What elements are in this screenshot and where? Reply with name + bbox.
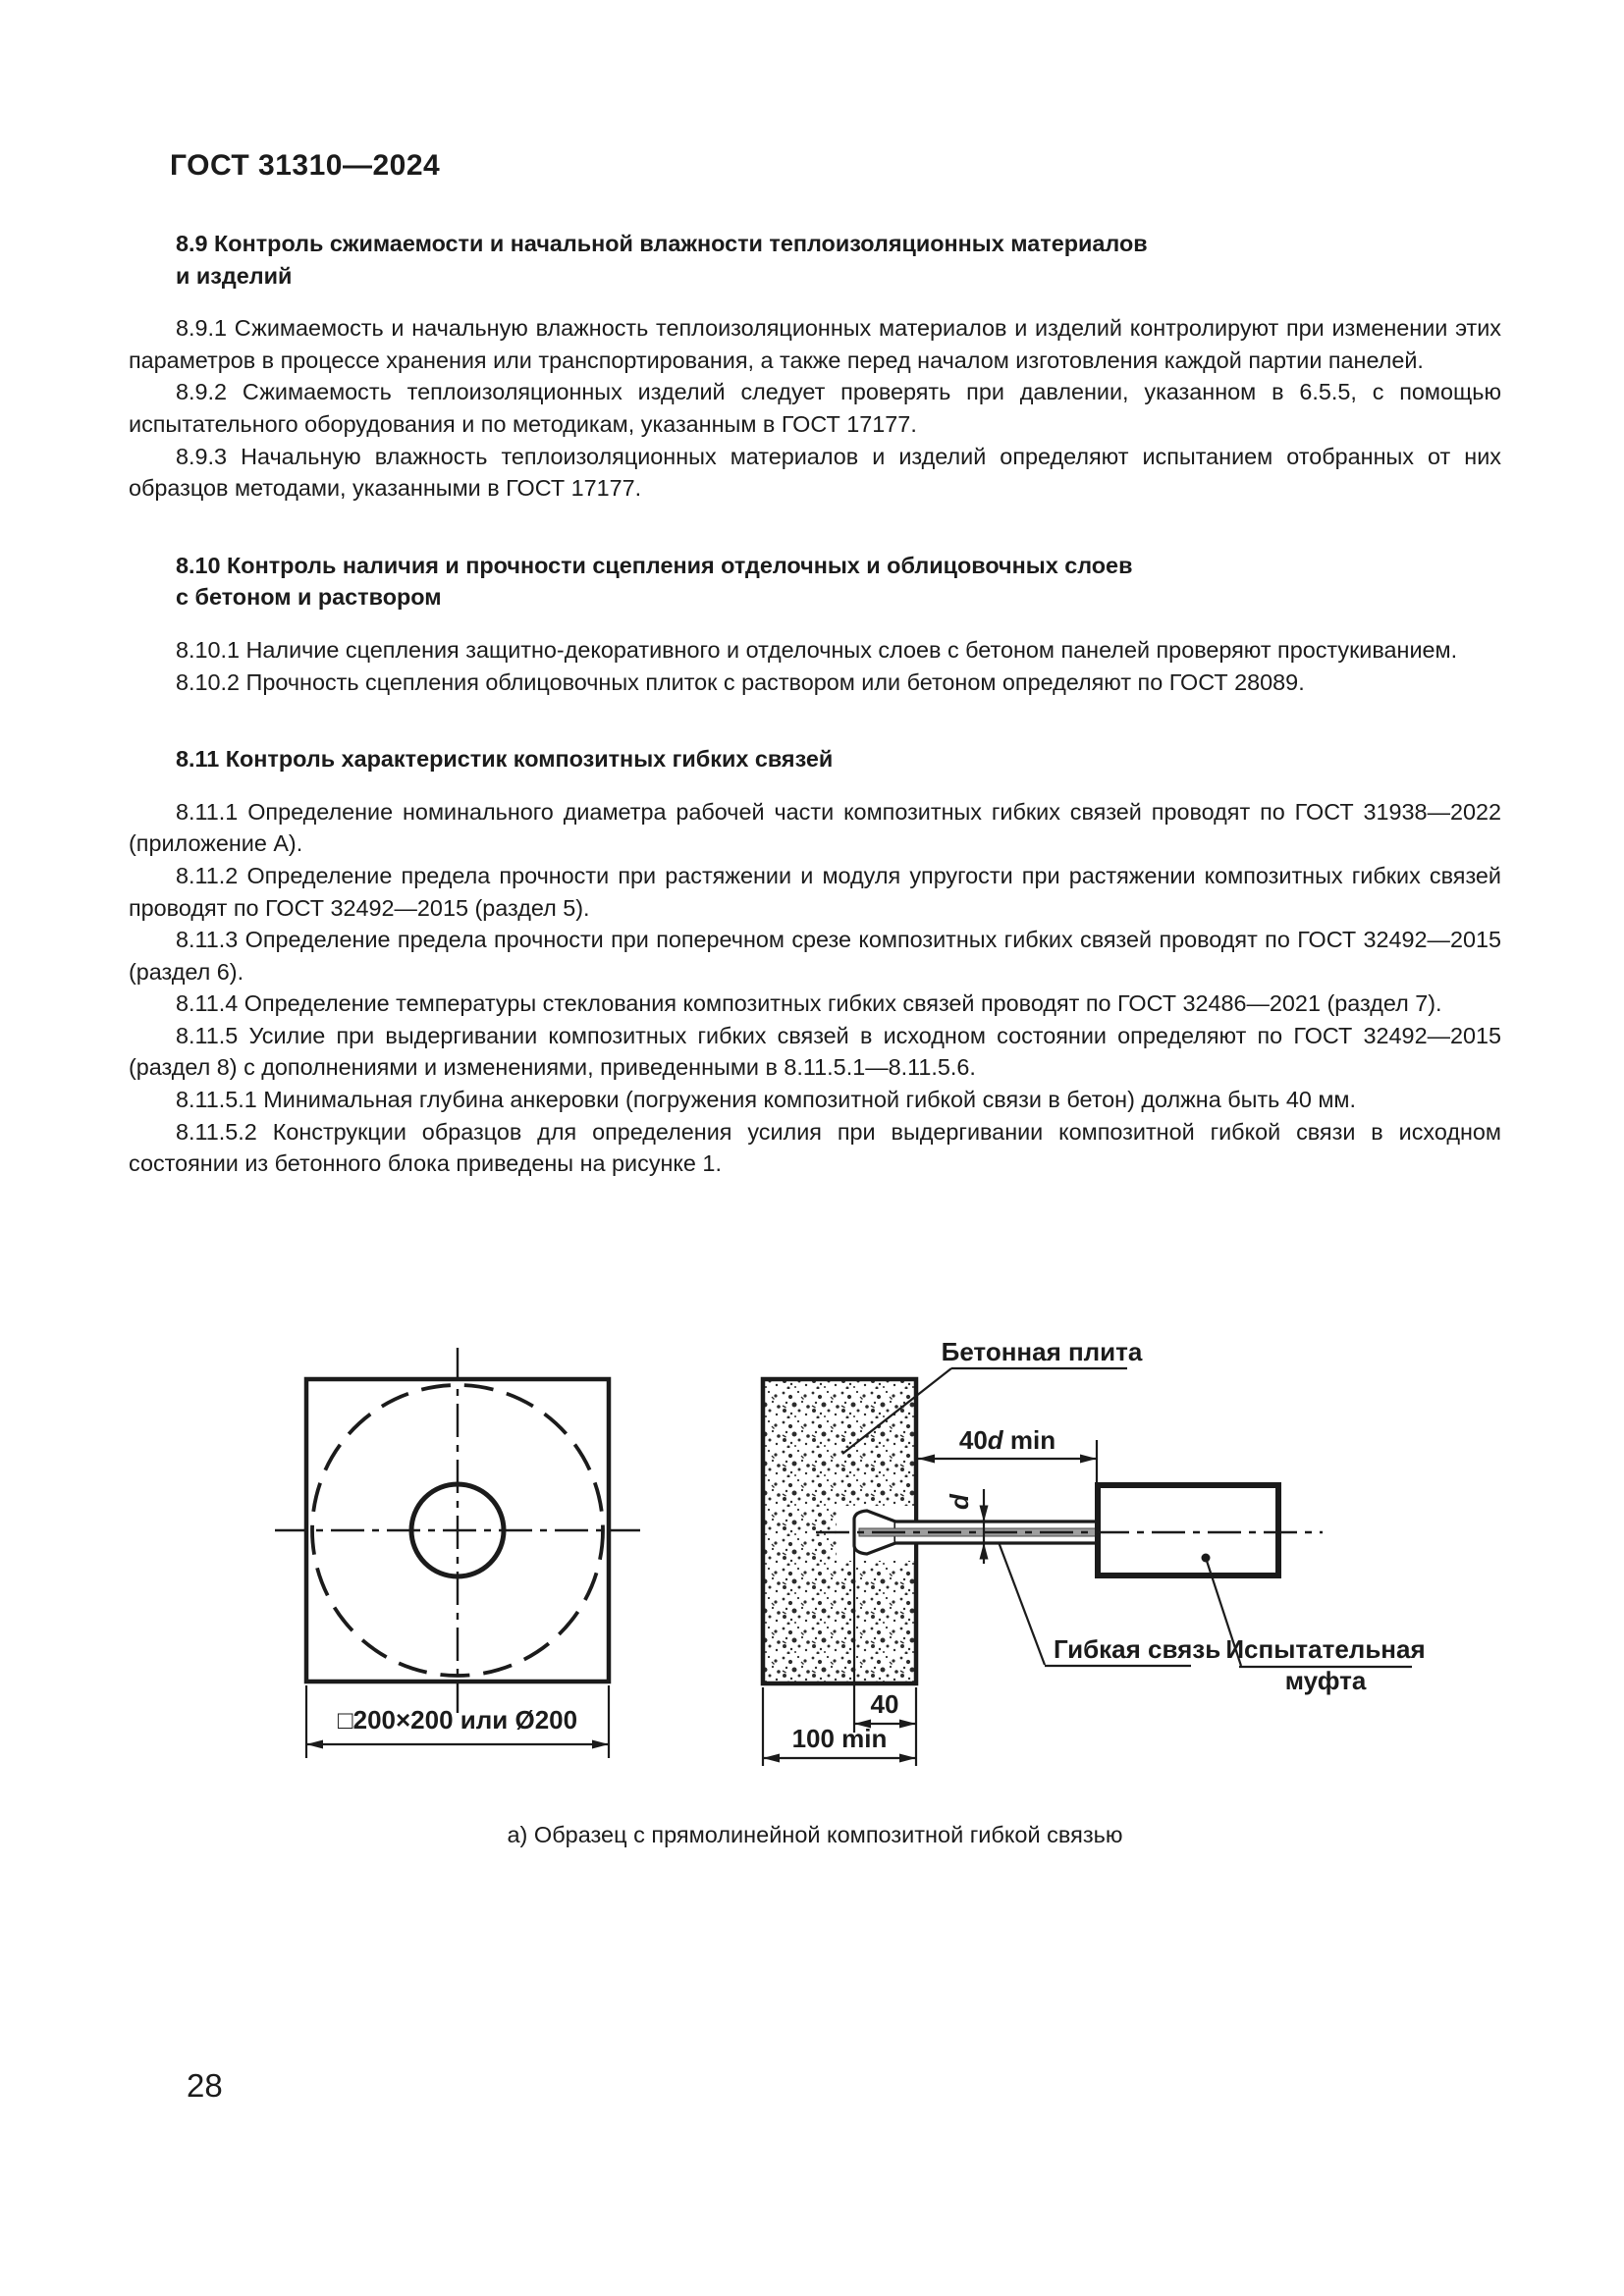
paragraph-8-10-1: 8.10.1 Наличие сцепления защитно-декоративного и отделочных слоев с бетоном панелей проверяют простукиванием. (176, 636, 1458, 663)
dimension-tie-diameter: d (945, 1494, 974, 1510)
heading-line: 8.11 Контроль характеристик композитных гибких связей (176, 746, 834, 773)
leader-dot (1202, 1554, 1211, 1563)
dimension-embedment: 40 (870, 1689, 899, 1719)
heading-line: и изделий (176, 262, 293, 289)
paragraph-8-9-2: 8.9.2 Сжимаемость теплоизоляционных изделий следует проверять при давлении, указанном в 6.5.5, с помощью испытательного оборудования и по методикам, указанным в ГОСТ 17177. (129, 379, 1501, 437)
page-number: 28 (187, 2067, 223, 2104)
label-flexible-tie: Гибкая связь (1054, 1634, 1221, 1664)
paragraph-8-11-4: 8.11.4 Определение температуры стеклования композитных гибких связей проводят по ГОСТ 32486—2021 (раздел 7). (176, 990, 1442, 1017)
section-heading-8-10 (129, 550, 1501, 614)
dimension-square-size: □200×200 или Ø200 (337, 1705, 578, 1735)
label-concrete-slab: Бетонная плита (941, 1337, 1143, 1366)
label-test-coupling-line1: Испытательная (1225, 1634, 1426, 1664)
paragraph-8-10-2: 8.10.2 Прочность сцепления облицовочных плиток с раствором или бетоном определяют по ГОСТ 28089. (176, 668, 1305, 695)
specimen-side-view (763, 1337, 1426, 1766)
label-test-coupling-line2: муфта (1284, 1666, 1367, 1695)
paragraph-8-9-3: 8.9.3 Начальную влажность теплоизоляционных материалов и изделий определяют испытанием отобранных от них образцов методами, указанными в ГОСТ 17177. (129, 443, 1501, 502)
paragraph-8-11-3: 8.11.3 Определение предела прочности при поперечном срезе композитных гибких связей проводят по ГОСТ 32492—2015 (раздел 6). (129, 927, 1501, 985)
block-front-view (275, 1348, 640, 1758)
paragraph-8-11-2: 8.11.2 Определение предела прочности при растяжении и модуля упругости при растяжении композитных гибких связей проводят по ГОСТ 32492—2015 (раздел 5). (129, 862, 1501, 921)
heading-line: 8.10 Контроль наличия и прочности сцепления отделочных и облицовочных слоев (176, 552, 1133, 578)
paragraph-8-9-1: 8.9.1 Сжимаемость и начальную влажность теплоизоляционных материалов и изделий контролируют при изменении этих параметров в процессе хранения или транспортирования, а также перед началом изготовления каждой партии панелей. (129, 315, 1501, 373)
paragraph-8-11-5-2: 8.11.5.2 Конструкции образцов для определения усилия при выдергивании композитной гибкой связи в исходном состоянии из бетонного блока приведены на рисунке 1. (129, 1118, 1501, 1177)
paragraph-8-11-1: 8.11.1 Определение номинального диаметра рабочей части композитных гибких связей проводят по ГОСТ 31938—2022 (приложение А). (129, 798, 1501, 857)
paragraph-8-11-5: 8.11.5 Усилие при выдергивании композитных гибких связей в исходном состоянии определяют по ГОСТ 32492—2015 (раздел 8) с дополнениями и изменениями, приведенными в 8.11.5.1—8.11.5.6. (129, 1022, 1501, 1081)
heading-line: 8.9 Контроль сжимаемости и начальной влажности теплоизоляционных материалов (176, 231, 1148, 256)
figure-caption: а) Образец с прямолинейной композитной гибкой связью (507, 1822, 1123, 1847)
dimension-slab-thickness: 100 min (791, 1724, 888, 1753)
document-header: ГОСТ 31310—2024 (170, 149, 441, 182)
section-heading-8-9 (129, 228, 1501, 292)
heading-line: с бетоном и раствором (176, 584, 442, 611)
test-coupling (1098, 1485, 1278, 1575)
text-block (129, 149, 1501, 1180)
paragraph-8-11-5-1: 8.11.5.1 Минимальная глубина анкеровки (погружения композитной гибкой связи в бетон) должна быть 40 мм. (176, 1087, 1357, 1113)
dimension-free-length: 40d min (958, 1425, 1056, 1455)
figure-1-specimen-diagram (250, 1301, 1429, 1791)
section-heading-8-11 (129, 743, 1501, 775)
